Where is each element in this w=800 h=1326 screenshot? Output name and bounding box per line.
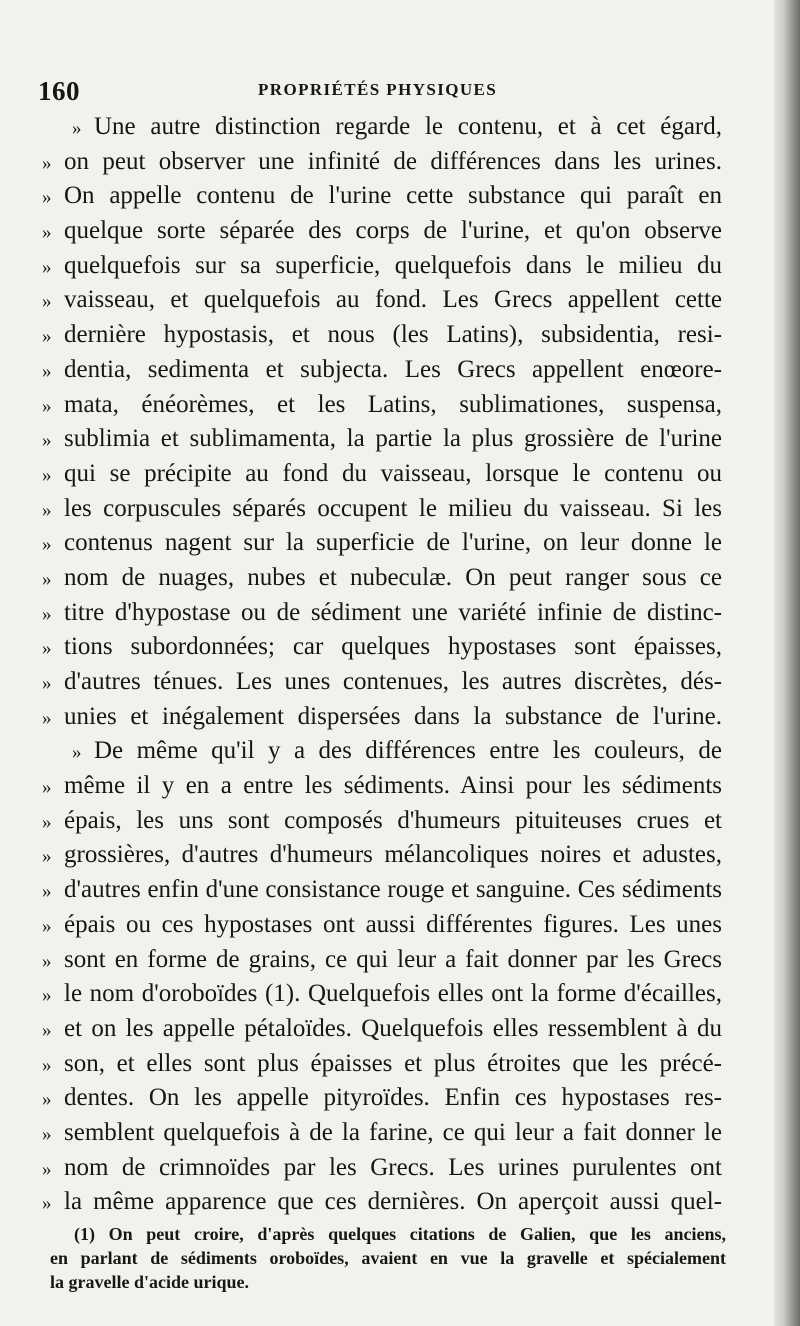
line-text: qui se précipite au fond du vaisseau, lorsque le contenu ou (64, 459, 722, 487)
quote-mark: » (42, 430, 52, 452)
quote-mark: » (42, 152, 52, 174)
line-text: quelquefois sur sa superficie, quelquefois dans le milieu du (64, 251, 722, 279)
text-line (42, 422, 722, 457)
quote-mark: » (42, 222, 52, 244)
line-text: quelque sorte séparée des corps de l'urine, et qu'on observe (64, 217, 722, 245)
body-text (42, 110, 722, 1220)
text-line (42, 977, 722, 1012)
line-text: d'autres enfin d'une consistance rouge et sanguine. Ces sédiments (64, 876, 722, 904)
text-line (42, 838, 722, 873)
line-text: les corpuscules séparés occupent le milieu du vaisseau. Si les (64, 494, 722, 522)
quote-mark: » (42, 1193, 52, 1215)
text-line (42, 630, 722, 665)
text-line (42, 1185, 722, 1220)
footnote-line: (1) On peut croire, d'après quelques citations de Galien, que les anciens, (74, 1224, 726, 1244)
quote-mark: » (42, 638, 52, 660)
quote-mark: » (42, 499, 52, 521)
text-line (42, 873, 722, 908)
line-text: sublimia et sublimamenta, la partie la plus grossière de l'urine (64, 425, 722, 453)
page-edge (774, 0, 800, 1326)
text-line (42, 214, 722, 249)
text-line (42, 1047, 722, 1082)
line-text: grossières, d'autres d'humeurs mélancoliques noires et adustes, (64, 841, 722, 869)
text-line (42, 283, 722, 318)
quote-mark: » (42, 1089, 52, 1111)
text-line (42, 318, 722, 353)
quote-mark: » (42, 360, 52, 382)
footnote-line: en parlant de sédiments oroboïdes, avaient en vue la gravelle et spécialement (50, 1248, 726, 1268)
text-line (42, 145, 722, 180)
line-text: dernière hypostasis, et nous (les Latins), subsidentia, resi- (64, 321, 722, 349)
quote-mark: » (42, 603, 52, 625)
line-text: son, et elles sont plus épaisses et plus étroites que les précé- (64, 1049, 722, 1077)
quote-mark: » (42, 187, 52, 209)
footnote (50, 1222, 726, 1294)
quote-mark: » (42, 811, 52, 833)
line-text: épais, les uns sont composés d'humeurs pituiteuses crues et (64, 806, 722, 834)
line-text: dentia, sedimenta et subjecta. Les Grecs appellent enœore- (64, 355, 722, 383)
text-line (42, 492, 722, 527)
quote-mark: » (42, 1123, 52, 1145)
line-text: contenus nagent sur la superficie de l'urine, on leur donne le (64, 529, 722, 557)
quote-mark: » (42, 395, 52, 417)
text-line (42, 388, 722, 423)
quote-mark: » (72, 118, 82, 139)
quote-mark: » (42, 1158, 52, 1180)
text-line (42, 943, 722, 978)
line-text: tions subordonnées; car quelques hypostases sont épaisses, (64, 633, 722, 661)
line-text: épais ou ces hypostases ont aussi différentes figures. Les unes (64, 910, 722, 938)
text-line (42, 561, 722, 596)
quote-mark: » (42, 534, 52, 556)
text-line (42, 908, 722, 943)
quote-mark: » (42, 326, 52, 348)
line-text: Une autre distinction regarde le contenu, et à cet égard, (94, 113, 722, 140)
quote-mark: » (42, 1019, 52, 1041)
text-line (42, 734, 722, 769)
text-line (42, 665, 722, 700)
line-text: On appelle contenu de l'urine cette substance qui paraît en (64, 182, 722, 210)
line-text: nom de nuages, nubes et nubeculæ. On peut ranger sous ce (64, 563, 722, 591)
text-line (42, 353, 722, 388)
line-text: la même apparence que ces dernières. On aperçoit aussi quel- (64, 1188, 722, 1216)
text-line (42, 700, 722, 735)
text-line (42, 596, 722, 631)
line-text: même il y en a entre les sédiments. Ainsi pour les sédiments (64, 772, 722, 800)
quote-mark: » (42, 1054, 52, 1076)
line-text: et on les appelle pétaloïdes. Quelquefois elles ressemblent à du (64, 1014, 722, 1042)
quote-mark: » (42, 673, 52, 694)
text-line (42, 804, 722, 839)
quote-mark: » (72, 742, 82, 764)
text-line (42, 1012, 722, 1047)
quote-mark: » (42, 846, 52, 868)
line-text: unies et inégalement dispersées dans la substance de l'urine. (64, 702, 722, 730)
line-text: le nom d'oroboïdes (1). Quelquefois elles ont la forme d'écailles, (64, 980, 722, 1008)
footnote-line: la gravelle d'acide urique. (50, 1272, 249, 1292)
text-line (42, 110, 722, 145)
text-line (42, 769, 722, 804)
line-text: titre d'hypostase ou de sédiment une variété infinie de distinc- (64, 598, 722, 626)
line-text: d'autres ténues. Les unes contenues, les autres discrètes, dés- (64, 668, 722, 695)
text-line (42, 1151, 722, 1186)
text-line (42, 1081, 722, 1116)
line-text: vaisseau, et quelquefois au fond. Les Grecs appellent cette (64, 286, 722, 314)
quote-mark: » (42, 881, 52, 903)
text-line (42, 457, 722, 492)
line-text: dentes. On les appelle pityroïdes. Enfin ces hypostases res- (64, 1084, 722, 1112)
page-number: 160 (38, 76, 80, 106)
page-header (38, 72, 718, 112)
line-text: nom de crimnoïdes par les Grecs. Les urines purulentes ont (64, 1153, 722, 1181)
quote-mark: » (42, 291, 52, 313)
running-title: PROPRIÉTÉS PHYSIQUES (258, 80, 498, 99)
quote-mark: » (42, 568, 52, 590)
quote-mark: » (42, 950, 52, 972)
line-text: semblent quelquefois à de la farine, ce qui leur a fait donner le (64, 1118, 722, 1146)
quote-mark: » (42, 985, 52, 1007)
quote-mark: » (42, 464, 52, 486)
text-line (42, 526, 722, 561)
line-text: on peut observer une infinité de différences dans les urines. (64, 147, 722, 175)
line-text: De même qu'il y a des différences entre les couleurs, de (94, 737, 722, 765)
quote-mark: » (42, 256, 52, 278)
line-text: sont en forme de grains, ce qui leur a fait donner par les Grecs (64, 945, 722, 973)
quote-mark: » (42, 915, 52, 937)
text-line (42, 179, 722, 214)
text-line (42, 1116, 722, 1151)
quote-mark: » (42, 707, 52, 729)
text-line (42, 249, 722, 284)
quote-mark: » (42, 777, 52, 799)
line-text: mata, énéorèmes, et les Latins, sublimationes, suspensa, (64, 390, 722, 418)
